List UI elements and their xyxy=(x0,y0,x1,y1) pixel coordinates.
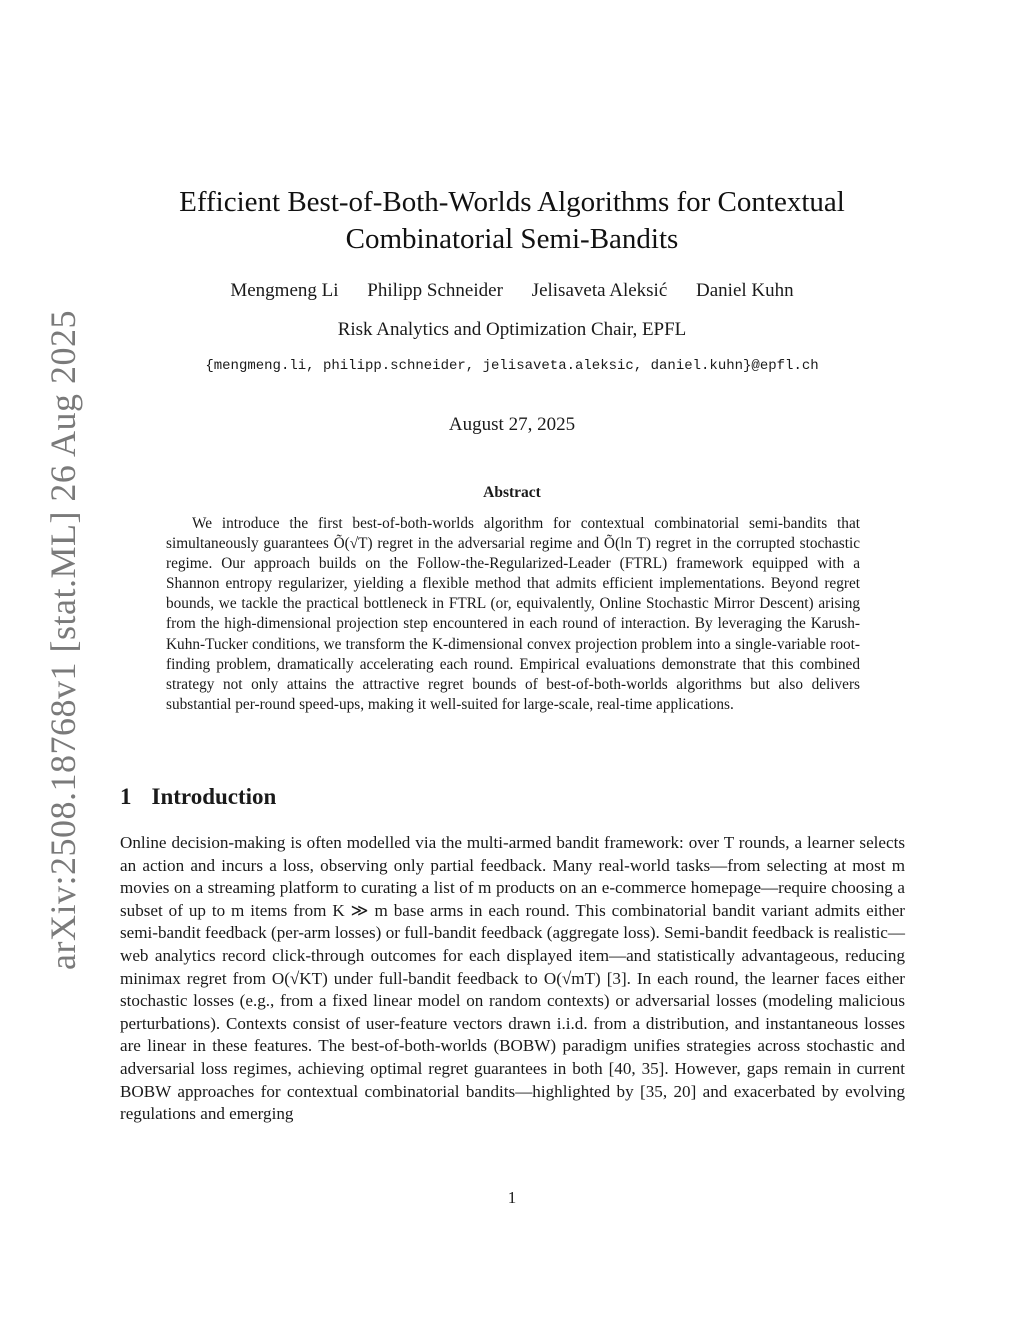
section-title: Introduction xyxy=(151,784,277,809)
abstract-body: We introduce the first best-of-both-worlds algorithm for contextual combinatorial semi-bandits that simultaneously guarantees Õ(√T) regret in the adversarial regime and Õ(ln T) regret in the corrupted stochastic regime. Our approach builds on the Follow-the-Regularized-Leader (FTRL) framework equipped with a Shannon entropy regularizer, yielding a flexible method that admits efficient implementations. Beyond regret bounds, we tackle the practical bottleneck in FTRL (or, equivalently, Online Stochastic Mirror Descent) arising from the high-dimensional projection step encountered in each round of interaction. By leveraging the Karush-Kuhn-Tucker conditions, we transform the K-dimensional convex projection problem into a single-variable root-finding problem, dramatically accelerating each round. Empirical evaluations demonstrate that this combined strategy not only attains the attractive regret bounds of best-of-both-worlds algorithms but also delivers substantial per-round speed-ups, making it well-suited for large-scale, real-time applications. xyxy=(166,515,860,713)
author-name: Daniel Kuhn xyxy=(696,280,794,301)
author-emails[interactable]: {mengmeng.li, philipp.schneider, jelisaveta.aleksic, daniel.kuhn}@epfl.ch xyxy=(205,358,819,374)
author-list xyxy=(150,280,874,302)
page-number: 1 xyxy=(507,1188,517,1207)
affiliation: Risk Analytics and Optimization Chair, EPFL xyxy=(337,319,687,340)
arxiv-identifier[interactable]: arXiv:2508.18768v1 [stat.ML] 26 Aug 2025 xyxy=(43,310,83,970)
author-name: Philipp Schneider xyxy=(367,280,503,301)
author-name: Mengmeng Li xyxy=(230,280,339,301)
abstract-heading: Abstract xyxy=(483,484,541,501)
author-name: Jelisaveta Aleksić xyxy=(531,280,668,301)
introduction-body: Online decision-making is often modelled via the multi-armed bandit framework: over T rounds, a learner selects an action and incurs a loss, observing only partial feedback. Many real-world tasks—from selecting at most m movies on a streaming platform to curating a list of m products on an e-commerce homepage—require choosing a subset of up to m items from K ≫ m base arms in each round. This combinatorial bandit variant admits either semi-bandit feedback (per-arm losses) or full-bandit feedback (aggregate loss). Semi-bandit feedback is realistic—web analytics record click-through outcomes for each displayed item—and statistically advantageous, reducing minimax regret from O(√KT) under full-bandit feedback to O(√mT) [3]. In each round, the learner faces either stochastic losses (e.g., from a fixed linear model on random contexts) or adversarial losses (modeling malicious perturbations). Contexts consist of user-feature vectors drawn i.i.d. from a distribution, and instantaneous losses are linear in these features. The best-of-both-worlds (BOBW) paradigm unifies strategies across stochastic and adversarial loss regimes, achieving optimal regret guarantees in both [40, 35]. However, gaps remain in current BOBW approaches for contextual combinatorial bandits—highlighted by [35, 20] and exacerbated by evolving regulations and emerging xyxy=(120,833,905,1124)
section-heading xyxy=(120,784,276,810)
publication-date: August 27, 2025 xyxy=(448,414,576,435)
paper-title: Efficient Best-of-Both-Worlds Algorithms for Contextual Combinatorial Semi-Bandits xyxy=(179,186,845,255)
section-number: 1 xyxy=(120,784,132,809)
